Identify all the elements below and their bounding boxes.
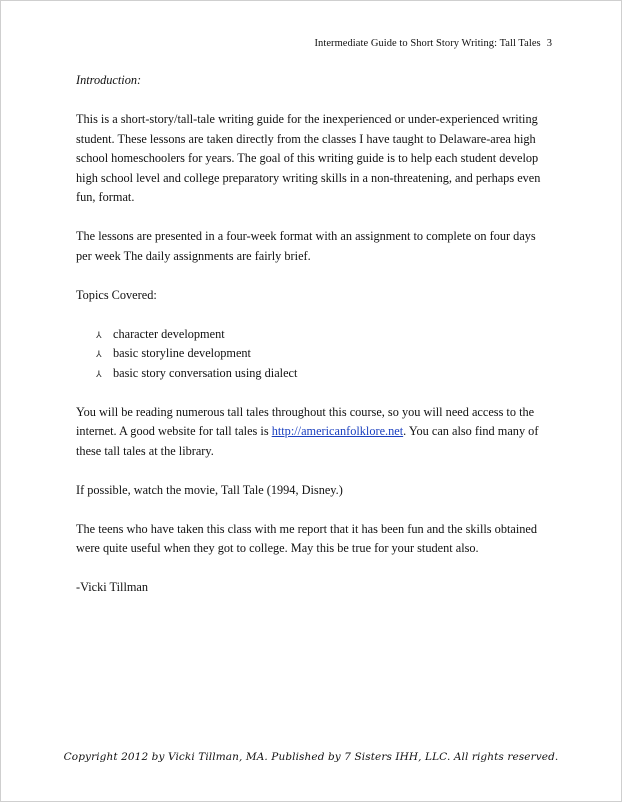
movie-paragraph: If possible, watch the movie, Tall Tale (1994, Disney.): [76, 482, 343, 497]
copyright-footer: Copyright 2012 by Vicki Tillman, MA. Published by 7 Sisters IHH, LLC. All rights reserved.: [63, 751, 559, 763]
list-item: [76, 325, 551, 345]
format-paragraph: The lessons are presented in a four-week format with an assignment to complete on four days per week The daily assignments are fairly brief.: [76, 229, 536, 263]
section-heading-introduction: Introduction:: [76, 73, 142, 87]
intro-paragraph: This is a short-story/tall-tale writing guide for the inexperienced or under-experienced writing student. These lessons are taken directly from the classes I have taught to Delaware-area high school homeschoolers for years. The goal of this writing guide is to help each student develop high school level and college preparatory writing skills in a non-threatening, and perhaps even fun, format.: [76, 112, 541, 204]
bullet-icon: ⅄: [96, 368, 102, 379]
bullet-icon: ⅄: [96, 329, 102, 340]
list-item-text: basic story conversation using dialect: [113, 365, 298, 380]
closing-paragraph: The teens who have taken this class with me report that it has been fun and the skills obtained were quite useful when they got to college. May this be true for your student also.: [76, 521, 538, 555]
list-item: [76, 344, 551, 364]
page-body: [76, 71, 551, 617]
bullet-icon: ⅄: [96, 349, 102, 359]
resources-text-before: You will be reading numerous tall tales throughout this course, so you will need access to the internet. A good website for tall tales is: [76, 404, 535, 438]
header-title: Intermediate Guide to Short Story Writing: Tall Tales: [314, 38, 541, 49]
topics-label: Topics Covered:: [76, 287, 157, 302]
running-header: [315, 38, 553, 49]
list-item-text: character development: [113, 326, 225, 341]
page-number: 3: [546, 38, 552, 49]
resources-text-after: . You can also find many of these tall tales at the library.: [76, 424, 539, 458]
topics-list: [76, 325, 551, 384]
list-item-text: basic storyline development: [113, 346, 251, 360]
signature: -Vicki Tillman: [76, 580, 149, 594]
list-item: [76, 364, 551, 384]
americanfolklore-link[interactable]: http://americanfolklore.net: [271, 424, 404, 438]
resources-paragraph: [76, 403, 551, 462]
